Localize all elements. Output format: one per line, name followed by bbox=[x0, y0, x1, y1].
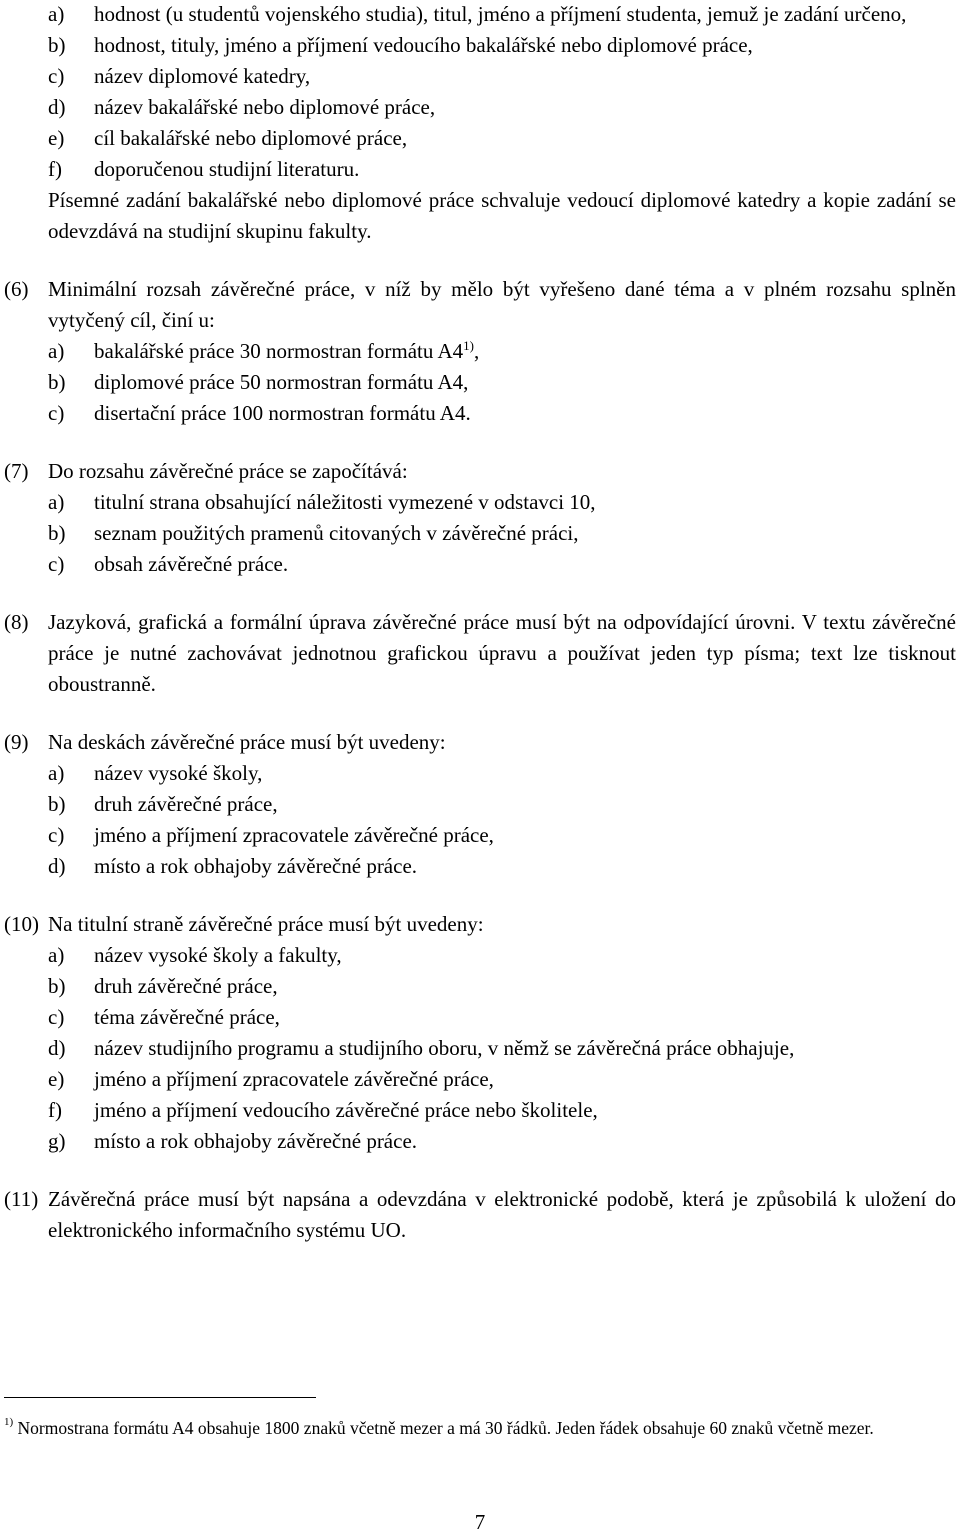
list-item bbox=[0, 789, 960, 820]
item-text-suffix: , bbox=[473, 339, 480, 363]
item-marker: a) bbox=[48, 943, 65, 967]
item-text: název vysoké školy a fakulty, bbox=[94, 943, 342, 967]
item-marker: c) bbox=[48, 64, 65, 88]
section-text: Do rozsahu závěrečné práce se započítává: bbox=[48, 459, 408, 483]
section-text: Závěrečná práce musí být napsána a odevzdána v elektronické podobě, která je způsobilá k uložení do elektronického informačního systému UO. bbox=[48, 1187, 956, 1242]
item-marker: c) bbox=[48, 823, 65, 847]
item-marker: d) bbox=[48, 854, 66, 878]
footnote-reference: 1) bbox=[463, 338, 474, 353]
list-item bbox=[0, 549, 960, 580]
section-9-list bbox=[0, 758, 960, 882]
section-8 bbox=[0, 607, 960, 700]
list-item bbox=[0, 1126, 960, 1157]
section-7-list bbox=[0, 487, 960, 580]
list-item bbox=[0, 123, 960, 154]
intro-paragraph: Písemné zadání bakalářské nebo diplomové práce schvaluje vedoucí diplomové katedry a kopie zadání se odevzdává na studijní skupinu fakulty. bbox=[48, 188, 956, 243]
footnote-separator bbox=[4, 1397, 316, 1398]
section-10 bbox=[0, 909, 960, 940]
item-text: seznam použitých pramenů citovaných v závěrečné práci, bbox=[94, 521, 579, 545]
item-text: název bakalářské nebo diplomové práce, bbox=[94, 95, 436, 119]
section-number: (9) bbox=[4, 730, 29, 754]
footnote bbox=[4, 1414, 956, 1442]
section-number: (10) bbox=[4, 912, 39, 936]
item-marker: b) bbox=[48, 792, 66, 816]
section-text: Jazyková, grafická a formální úprava závěrečné práce musí být na odpovídající úrovni. V textu závěrečné práce je nutné zachovávat jednotnou grafickou úpravu a používat jeden typ písma; text lze tisknout oboustranně. bbox=[48, 610, 956, 696]
item-text: druh závěrečné práce, bbox=[94, 792, 278, 816]
item-marker: e) bbox=[48, 1067, 65, 1091]
list-item bbox=[0, 30, 960, 61]
section-6-list bbox=[0, 336, 960, 429]
item-marker: c) bbox=[48, 1005, 65, 1029]
list-item bbox=[0, 820, 960, 851]
list-item bbox=[0, 1064, 960, 1095]
item-text: cíl bakalářské nebo diplomové práce, bbox=[94, 126, 408, 150]
item-marker: b) bbox=[48, 370, 66, 394]
item-text: název vysoké školy, bbox=[94, 761, 263, 785]
list-item bbox=[0, 1033, 960, 1064]
item-text: téma závěrečné práce, bbox=[94, 1005, 280, 1029]
item-marker: b) bbox=[48, 33, 66, 57]
section-10-list bbox=[0, 940, 960, 1157]
list-item bbox=[0, 940, 960, 971]
item-marker: d) bbox=[48, 1036, 66, 1060]
list-item bbox=[0, 1095, 960, 1126]
item-text: doporučenou studijní literaturu. bbox=[94, 157, 360, 181]
list-item bbox=[0, 61, 960, 92]
item-marker: a) bbox=[48, 339, 65, 363]
section-7 bbox=[0, 456, 960, 487]
item-text: jméno a příjmení zpracovatele závěrečné práce, bbox=[94, 1067, 494, 1091]
item-marker: b) bbox=[48, 974, 66, 998]
section-text: Na deskách závěrečné práce musí být uvedeny: bbox=[48, 730, 446, 754]
item-text: název diplomové katedry, bbox=[94, 64, 311, 88]
item-text: název studijního programu a studijního oboru, v němž se závěrečná práce obhajuje, bbox=[94, 1036, 795, 1060]
item-text: titulní strana obsahující náležitosti vymezené v odstavci 10, bbox=[94, 490, 596, 514]
item-text: jméno a příjmení zpracovatele závěrečné práce, bbox=[94, 823, 494, 847]
item-text: místo a rok obhajoby závěrečné práce. bbox=[94, 1129, 418, 1153]
section-text: Na titulní straně závěrečné práce musí být uvedeny: bbox=[48, 912, 484, 936]
list-item bbox=[0, 758, 960, 789]
item-text: místo a rok obhajoby závěrečné práce. bbox=[94, 854, 418, 878]
item-marker: a) bbox=[48, 761, 65, 785]
list-item bbox=[0, 851, 960, 882]
section-number: (7) bbox=[4, 459, 29, 483]
list-item bbox=[0, 1002, 960, 1033]
section-9 bbox=[0, 727, 960, 758]
item-marker: c) bbox=[48, 401, 65, 425]
item-marker: f) bbox=[48, 1098, 62, 1122]
page-number: 7 bbox=[474, 1510, 486, 1534]
list-item bbox=[0, 92, 960, 123]
item-marker: a) bbox=[48, 490, 65, 514]
item-marker: d) bbox=[48, 95, 66, 119]
item-marker: c) bbox=[48, 552, 65, 576]
item-marker: b) bbox=[48, 521, 66, 545]
item-text: hodnost (u studentů vojenského studia), titul, jméno a příjmení studenta, jemuž je zadání určeno, bbox=[94, 2, 907, 26]
list-item bbox=[0, 367, 960, 398]
item-text: diplomové práce 50 normostran formátu A4, bbox=[94, 370, 469, 394]
intro-list bbox=[0, 0, 960, 185]
list-item bbox=[0, 154, 960, 185]
list-item bbox=[0, 336, 960, 367]
item-marker: a) bbox=[48, 2, 65, 26]
item-text: bakalářské práce 30 normostran formátu A4 bbox=[94, 339, 464, 363]
footnote-text: Normostrana formátu A4 obsahuje 1800 znaků včetně mezer a má 30 řádků. Jeden řádek obsahuje 60 znaků včetně mezer. bbox=[17, 1418, 874, 1438]
section-text: Minimální rozsah závěrečné práce, v níž by mělo být vyřešeno dané téma a v plném rozsahu splněn vytyčený cíl, činí u: bbox=[48, 277, 956, 332]
list-item bbox=[0, 971, 960, 1002]
section-11 bbox=[0, 1184, 960, 1246]
section-6 bbox=[0, 274, 960, 336]
item-marker: f) bbox=[48, 157, 62, 181]
item-marker: e) bbox=[48, 126, 65, 150]
item-text: obsah závěrečné práce. bbox=[94, 552, 289, 576]
section-number: (11) bbox=[4, 1187, 39, 1211]
section-number: (6) bbox=[4, 277, 29, 301]
list-item bbox=[0, 0, 960, 30]
item-text: hodnost, tituly, jméno a příjmení vedoucího bakalářské nebo diplomové práce, bbox=[94, 33, 753, 57]
item-text: druh závěrečné práce, bbox=[94, 974, 278, 998]
list-item bbox=[0, 518, 960, 549]
section-number: (8) bbox=[4, 610, 29, 634]
item-text: disertační práce 100 normostran formátu A4. bbox=[94, 401, 471, 425]
list-item bbox=[0, 398, 960, 429]
list-item bbox=[0, 487, 960, 518]
footnote-marker: 1) bbox=[4, 1416, 14, 1428]
item-text: jméno a příjmení vedoucího závěrečné práce nebo školitele, bbox=[94, 1098, 598, 1122]
item-marker: g) bbox=[48, 1129, 66, 1153]
